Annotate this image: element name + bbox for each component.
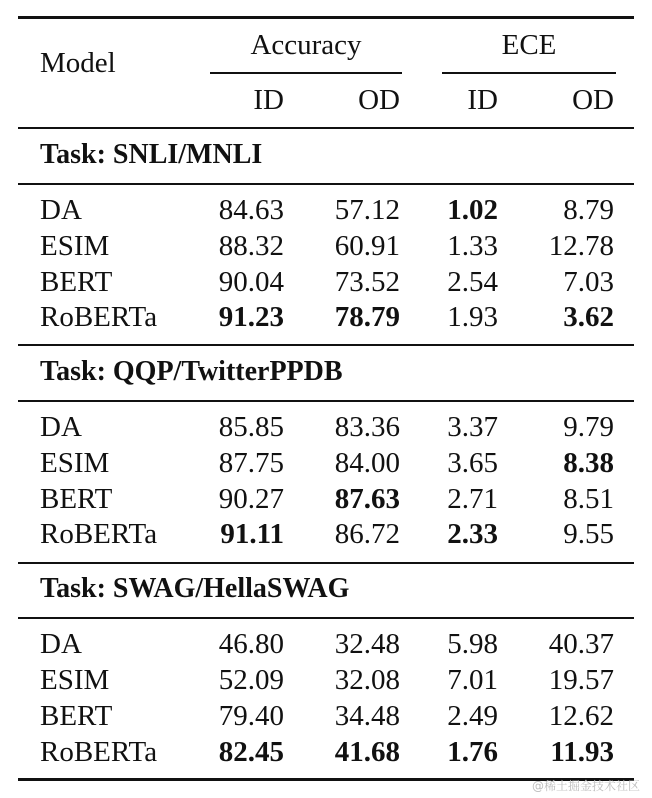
- acc-id-cell: 52.09: [218, 664, 284, 696]
- acc-od-cell: 78.79: [334, 301, 400, 333]
- acc-od-cell: 73.52: [334, 266, 400, 298]
- accuracy-cmidrule: [210, 72, 402, 74]
- ece-id-cell: 5.98: [447, 628, 498, 660]
- model-cell: RoBERTa: [40, 518, 158, 550]
- ece-od-cell: 8.51: [563, 483, 614, 515]
- ece-id-cell: 2.54: [447, 266, 498, 298]
- header-ece-od: OD: [572, 84, 614, 116]
- acc-od-cell: 84.00: [334, 447, 400, 479]
- section-title: Task: SNLI/MNLI: [40, 139, 263, 170]
- section-1-title-rule: [18, 183, 634, 185]
- acc-od-cell: 87.63: [334, 483, 400, 515]
- section-2-title-rule: [18, 400, 634, 402]
- acc-od-cell: 32.08: [334, 664, 400, 696]
- ece-od-cell: 12.62: [548, 700, 614, 732]
- ece-od-cell: 7.03: [563, 266, 614, 298]
- acc-id-cell: 88.32: [218, 230, 284, 262]
- ece-id-cell: 2.49: [447, 700, 498, 732]
- acc-od-cell: 57.12: [334, 194, 400, 226]
- ece-od-cell: 11.93: [550, 736, 614, 768]
- acc-od-cell: 83.36: [334, 411, 400, 443]
- acc-id-cell: 90.04: [218, 266, 284, 298]
- acc-od-cell: 32.48: [334, 628, 400, 660]
- header-model: Model: [40, 47, 116, 79]
- ece-id-cell: 1.02: [447, 194, 498, 226]
- acc-od-cell: 34.48: [334, 700, 400, 732]
- ece-id-cell: 1.93: [447, 301, 498, 333]
- ece-od-cell: 19.57: [548, 664, 614, 696]
- acc-id-cell: 79.40: [218, 700, 284, 732]
- ece-id-cell: 2.33: [447, 518, 498, 550]
- header-ece: ECE: [501, 29, 557, 61]
- acc-id-cell: 87.75: [218, 447, 284, 479]
- section-title: Task: QQP/TwitterPPDB: [40, 356, 343, 387]
- model-cell: DA: [40, 194, 82, 226]
- model-cell: ESIM: [40, 230, 110, 262]
- ece-id-cell: 7.01: [447, 664, 498, 696]
- model-cell: ESIM: [40, 664, 110, 696]
- acc-id-cell: 85.85: [218, 411, 284, 443]
- model-cell: ESIM: [40, 447, 110, 479]
- section-2-top-rule: [18, 344, 634, 346]
- header-ece-id: ID: [467, 84, 498, 116]
- acc-id-cell: 90.27: [218, 483, 284, 515]
- model-cell: BERT: [40, 266, 113, 298]
- ece-id-cell: 3.37: [447, 411, 498, 443]
- ece-od-cell: 8.79: [563, 194, 614, 226]
- ece-id-cell: 1.33: [447, 230, 498, 262]
- ece-cmidrule: [442, 72, 616, 74]
- acc-od-cell: 86.72: [334, 518, 400, 550]
- acc-id-cell: 91.11: [220, 518, 284, 550]
- section-title: Task: SWAG/HellaSWAG: [40, 573, 350, 604]
- acc-od-cell: 41.68: [334, 736, 400, 768]
- acc-id-cell: 46.80: [218, 628, 284, 660]
- ece-od-cell: 9.79: [563, 411, 614, 443]
- watermark: @稀土掘金技术社区: [531, 779, 640, 793]
- ece-id-cell: 2.71: [447, 483, 498, 515]
- model-cell: RoBERTa: [40, 736, 158, 768]
- section-3-top-rule: [18, 562, 634, 564]
- header-rule: [18, 127, 634, 129]
- model-cell: DA: [40, 411, 82, 443]
- header-acc-id: ID: [253, 84, 284, 116]
- acc-id-cell: 91.23: [218, 301, 284, 333]
- model-cell: BERT: [40, 700, 113, 732]
- ece-od-cell: 8.38: [563, 447, 614, 479]
- section-3-title-rule: [18, 617, 634, 619]
- acc-id-cell: 84.63: [218, 194, 284, 226]
- ece-od-cell: 12.78: [548, 230, 614, 262]
- model-cell: RoBERTa: [40, 301, 158, 333]
- ece-id-cell: 1.76: [447, 736, 498, 768]
- top-rule: [18, 16, 634, 19]
- acc-id-cell: 82.45: [218, 736, 284, 768]
- header-acc-od: OD: [358, 84, 400, 116]
- acc-od-cell: 60.91: [334, 230, 400, 262]
- ece-od-cell: 40.37: [548, 628, 614, 660]
- model-cell: BERT: [40, 483, 113, 515]
- ece-od-cell: 3.62: [563, 301, 614, 333]
- ece-od-cell: 9.55: [563, 518, 614, 550]
- model-cell: DA: [40, 628, 82, 660]
- header-accuracy: Accuracy: [250, 29, 362, 61]
- ece-id-cell: 3.65: [447, 447, 498, 479]
